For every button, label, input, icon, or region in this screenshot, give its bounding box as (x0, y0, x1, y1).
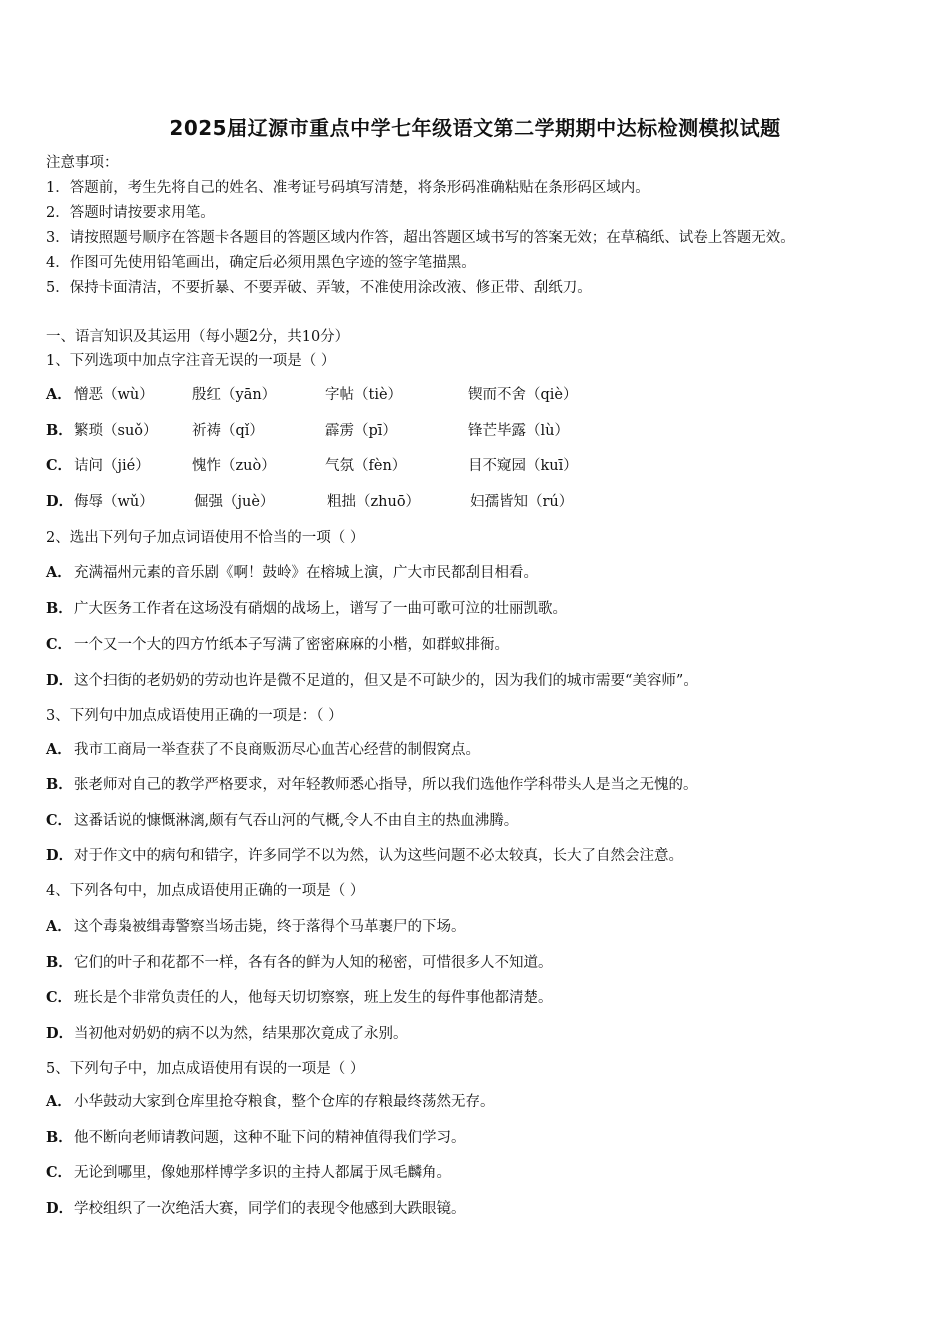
option-text: 学校组织了一次绝活大赛，同学们的表现令他感到大跌眼镜。 (74, 1201, 466, 1217)
question-3-option-c (46, 811, 518, 831)
option-text: 张老师对自己的教学严格要求，对年轻教师悉心指导，所以我们选他作学科带头人是当之无愧的。 (74, 777, 698, 793)
option-item: 粗拙（zhuō） (327, 494, 421, 510)
question-4-option-c (46, 988, 553, 1008)
option-text: 班长是个非常负责任的人，他每天切切察察，班上发生的每件事他都清楚。 (74, 990, 553, 1006)
option-item: 繁琐（suǒ） (74, 423, 158, 439)
question-4-option-b (46, 953, 553, 973)
option-text: 我市工商局一举查获了不良商贩沥尽心血苦心经营的制假窝点。 (74, 742, 480, 758)
notice-item: 4．作图可先使用铅笔画出，确定后必须用黑色字迹的签字笔描黑。 (46, 255, 476, 271)
question-2-option-c (46, 635, 509, 655)
option-item: 殷红（yān） (192, 387, 277, 403)
option-label: C． (46, 812, 73, 829)
option-label: B． (46, 422, 73, 439)
option-label: C． (46, 457, 73, 474)
question-5-option-b (46, 1128, 466, 1148)
option-label: A． (46, 386, 72, 403)
option-label: B． (46, 776, 73, 793)
option-text: 无论到哪里，像她那样博学多识的主持人都属于凤毛麟角。 (74, 1165, 451, 1181)
option-text: 充满福州元素的音乐剧《啊！鼓岭》在榕城上演，广大市民都刮目相看。 (74, 565, 538, 581)
question-5-option-d (46, 1199, 466, 1219)
notice-item: 3．请按照题号顺序在答题卡各题目的答题区域内作答，超出答题区域书写的答案无效；在草稿纸、试卷上答题无效。 (46, 230, 795, 246)
option-label: A． (46, 741, 72, 758)
question-5-option-a (46, 1092, 495, 1112)
question-3-option-d (46, 846, 683, 866)
option-item: 祈祷（qǐ） (192, 423, 264, 439)
question-4-stem: 4、下列各句中，加点成语使用正确的一项是（ ） (46, 883, 365, 899)
question-2-option-a (46, 563, 538, 583)
question-1-stem: 1、下列选项中加点字注音无误的一项是（ ） (46, 353, 336, 369)
question-3-option-b (46, 775, 698, 795)
option-item: 憎恶（wù） (74, 387, 154, 403)
option-label: D． (46, 493, 74, 510)
option-text: 他不断向老师请教问题，这种不耻下问的精神值得我们学习。 (74, 1130, 466, 1146)
option-item: 锲而不舍（qiè） (468, 387, 578, 403)
option-item: 锋芒毕露（lù） (468, 423, 569, 439)
option-text: 一个又一个大的四方竹纸本子写满了密密麻麻的小楷，如群蚁排衙。 (74, 637, 509, 653)
option-label: D． (46, 1025, 74, 1042)
notice-item: 1．答题前，考生先将自己的姓名、准考证号码填写清楚，将条形码准确粘贴在条形码区域内。 (46, 180, 650, 196)
question-3-option-a (46, 740, 480, 760)
question-2-stem: 2、选出下列句子加点词语使用不恰当的一项（ ） (46, 530, 365, 546)
option-text: 这个扫街的老奶奶的劳动也许是微不足道的，但又是不可缺少的，因为我们的城市需要“美容师”。 (74, 673, 698, 689)
question-2-option-b (46, 599, 567, 619)
option-text: 当初他对奶奶的病不以为然，结果那次竟成了永别。 (74, 1026, 408, 1042)
option-item: 气氛（fèn） (325, 458, 407, 474)
option-label: D． (46, 847, 74, 864)
notice-item: 5．保持卡面清洁，不要折暴、不要弄破、弄皱，不准使用涂改液、修正带、刮纸刀。 (46, 280, 592, 296)
question-2-option-d (46, 671, 698, 691)
question-3-stem: 3、下列句中加点成语使用正确的一项是：（ ） (46, 708, 343, 724)
page-title: 2025届辽源市重点中学七年级语文第二学期期中达标检测模拟试题 (169, 116, 781, 140)
option-label: B． (46, 600, 73, 617)
option-label: B． (46, 954, 73, 971)
option-item: 侮辱（wǔ） (74, 494, 154, 510)
option-item: 倔强（juè） (194, 494, 275, 510)
option-label: C． (46, 636, 73, 653)
section-heading: 一、语言知识及其运用（每小题2分，共10分） (46, 329, 350, 345)
option-item: 诘问（jié） (74, 458, 150, 474)
option-label: D． (46, 672, 74, 689)
option-label: C． (46, 1164, 73, 1181)
option-text: 广大医务工作者在这场没有硝烟的战场上，谱写了一曲可歌可泣的壮丽凯歌。 (74, 601, 567, 617)
option-text: 它们的叶子和花都不一样，各有各的鲜为人知的秘密，可惜很多人不知道。 (74, 955, 553, 971)
option-label: D． (46, 1200, 74, 1217)
option-item: 霹雳（pī） (325, 423, 397, 439)
option-item: 愧怍（zuò） (192, 458, 276, 474)
question-4-option-a (46, 917, 466, 937)
option-label: B． (46, 1129, 73, 1146)
option-text: 这番话说的慷慨淋漓,颇有气吞山河的气概,令人不由自主的热血沸腾。 (74, 813, 519, 829)
option-item: 妇孺皆知（rú） (470, 494, 574, 510)
question-4-option-d (46, 1024, 408, 1044)
notice-item: 2．答题时请按要求用笔。 (46, 205, 215, 221)
question-5-stem: 5、下列句子中，加点成语使用有误的一项是（ ） (46, 1061, 365, 1077)
option-label: A． (46, 918, 72, 935)
question-5-option-c (46, 1163, 451, 1183)
option-label: A． (46, 564, 72, 581)
option-item: 字帖（tiè） (325, 387, 403, 403)
option-text: 小华鼓动大家到仓库里抢夺粮食，整个仓库的存粮最终荡然无存。 (74, 1094, 495, 1110)
option-label: A． (46, 1093, 72, 1110)
option-item: 目不窥园（kuī） (468, 458, 578, 474)
option-label: C． (46, 989, 73, 1006)
option-text: 对于作文中的病句和错字，许多同学不以为然，认为这些问题不必太较真，长大了自然会注意。 (74, 848, 683, 864)
notice-heading: 注意事项： (46, 155, 119, 171)
option-text: 这个毒枭被缉毒警察当场击毙，终于落得个马革裹尸的下场。 (74, 919, 466, 935)
